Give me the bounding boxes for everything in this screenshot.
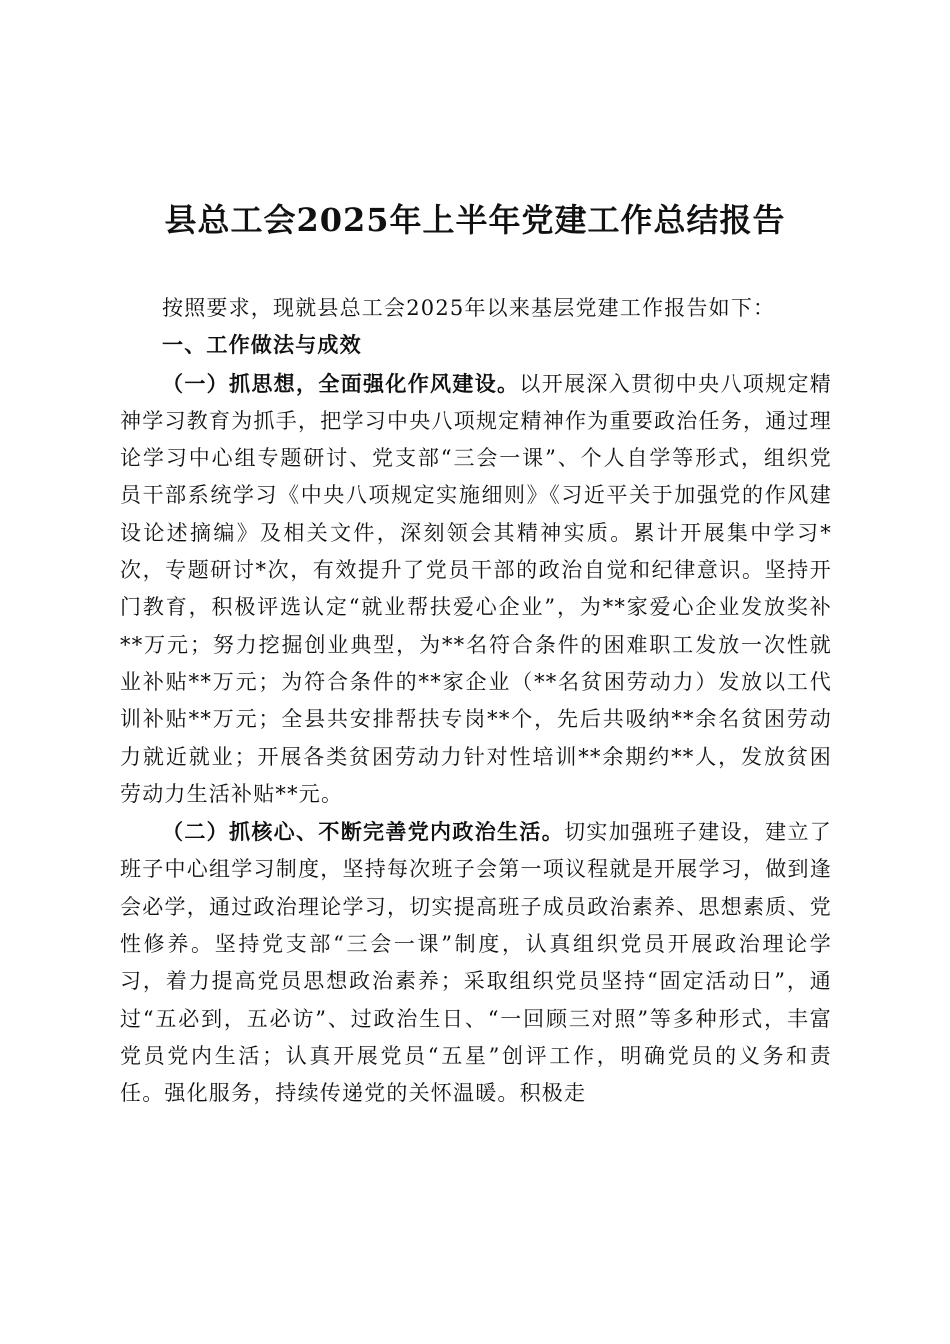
document-body xyxy=(120,290,832,1113)
paragraph-1-lead: （一）抓思想，全面强化作风建设。 xyxy=(162,370,520,396)
document-title: 县总工会2025年上半年党建工作总结报告 xyxy=(164,201,786,239)
paragraph-2-body: 切实加强班子建设，建立了班子中心组学习制度，坚持每次班子会第一项议程就是开展学习，做到逢会必学，通过政治理论学习，切实提高班子成员政治素养、思想素质、党性修养。坚持党支部“三会一课”制度，认真组织党员开展政治理论学习，着力提高党员思想政治素养；采取组织党员坚持“固定活动日”，通过“五必到，五必访”、过政治生日、“一回顾三对照”等多种形式，丰富党员党内生活；认真开展党员“五星”创评工作，明确党员的义务和责任。强化服务，持续传递党的关怀温暖。积极走 xyxy=(120,820,832,1106)
intro-paragraph: 按照要求，现就县总工会2025年以来基层党建工作报告如下： xyxy=(162,296,776,320)
paragraph-1 xyxy=(120,365,832,814)
paragraph-2 xyxy=(120,813,832,1112)
paragraph-1-body: 以开展深入贯彻中央八项规定精神学习教育为抓手，把学习中央八项规定精神作为重要政治任务，通过理论学习中心组专题研讨、党支部“三会一课”、个人自学等形式，组织党员干部系统学习《中央八项规定实施细则》《习近平关于加强党的作风建设论述摘编》及相关文件，深刻领会其精神实质。累计开展集中学习*次，专题研讨*次，有效提升了党员干部的政治自觉和纪律意识。坚持开门教育，积极评选认定“就业帮扶爱心企业”，为**家爱心企业发放奖补**万元；努力挖掘创业典型，为**名符合条件的困难职工发放一次性就业补贴**万元；为符合条件的**家企业（**名贫困劳动力）发放以工代训补贴**万元；全县共安排帮扶专岗**个，先后共吸纳**余名贫困劳动力就近就业；开展各类贫困劳动力针对性培训**余期约**人，发放贫困劳动力生活补贴**元。 xyxy=(120,371,832,806)
section-heading: 一、工作做法与成效 xyxy=(162,333,362,358)
paragraph-2-lead: （二）抓核心、不断完善党内政治生活。 xyxy=(162,819,565,845)
